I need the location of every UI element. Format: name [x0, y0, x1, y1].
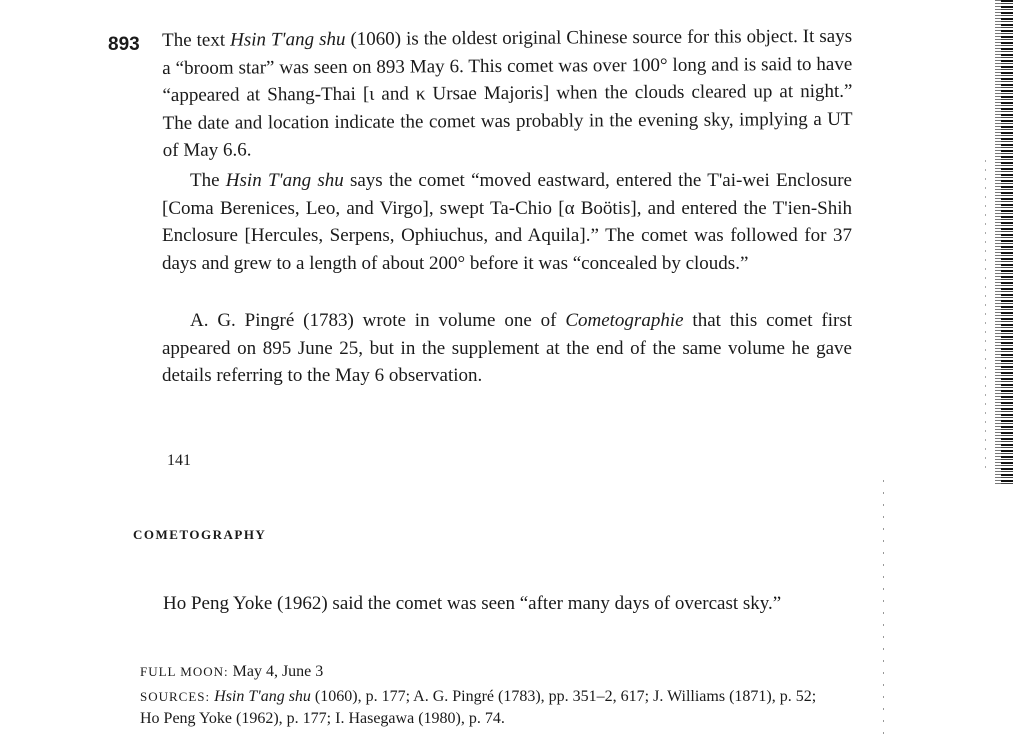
p1-text-rest: (1060) is the oldest original Chinese source for this object. It says a “broom star” was seen on 893 May 6. This comet was over 100° long and is said to have “appeared at Shang-Thai [ι and κ Ursae Majoris] when the clouds cleared up at night.” The date and location indicate the comet was probably in the evening sky, implying a UT of May 6.6.	[162, 25, 853, 161]
sources-value: (1060), p. 177; A. G. Pingré (1783), pp. 351–2, 617; J. Williams (1871), p. 52; Ho Peng Yoke (1962), p. 177; I. Hasegawa (1980), p. 74.	[140, 688, 817, 727]
page-edge-shadow	[883, 480, 884, 740]
entry-paragraph-3	[162, 307, 852, 390]
entry-number: 893	[108, 34, 140, 55]
page-number: 141	[167, 452, 191, 469]
p3-text-rest: that this comet first appeared on 895 June 25, but in the supplement at the end of the same volume he gave details referring to the May 6 observation.	[162, 310, 852, 386]
p1-source-title: Hsin T'ang shu	[230, 28, 346, 51]
entry-paragraph-2	[162, 167, 852, 277]
sources-label: SOURCES:	[140, 689, 211, 704]
p2-text-start: The	[190, 170, 226, 191]
p2-source-title: Hsin T'ang shu	[225, 170, 344, 191]
continuation-paragraph: Ho Peng Yoke (1962) said the comet was seen “after many days of overcast sky.”	[163, 593, 782, 614]
sources-first-title: Hsin T'ang shu	[214, 688, 311, 705]
page-edge-shadow-right	[985, 160, 986, 470]
full-moon-label: FULL MOON:	[140, 664, 229, 679]
p2-text-rest: says the comet “moved eastward, entered the T'ai-wei Enclosure [Coma Berenices, Leo, and Virgo], swept Ta-Chio [α Boötis], and entered the T'ien-Shih Enclosure [Hercules, Serpens, Ophiuchus, and Aquila].” The comet was followed for 37 days and grew to a length of about 200° before it was “concealed by clouds.”	[162, 170, 852, 274]
book-binding-edge	[995, 0, 1013, 485]
full-moon-note	[140, 661, 830, 683]
running-head: COMETOGRAPHY	[133, 527, 267, 542]
p1-text-start: The text	[162, 29, 231, 51]
p3-text-start: A. G. Pingré (1783) wrote in volume one of	[190, 310, 566, 331]
p3-book-title: Cometographie	[565, 310, 684, 331]
full-moon-value: May 4, June 3	[228, 663, 324, 680]
sources-note	[140, 686, 830, 730]
entry-paragraph-1	[162, 27, 852, 165]
